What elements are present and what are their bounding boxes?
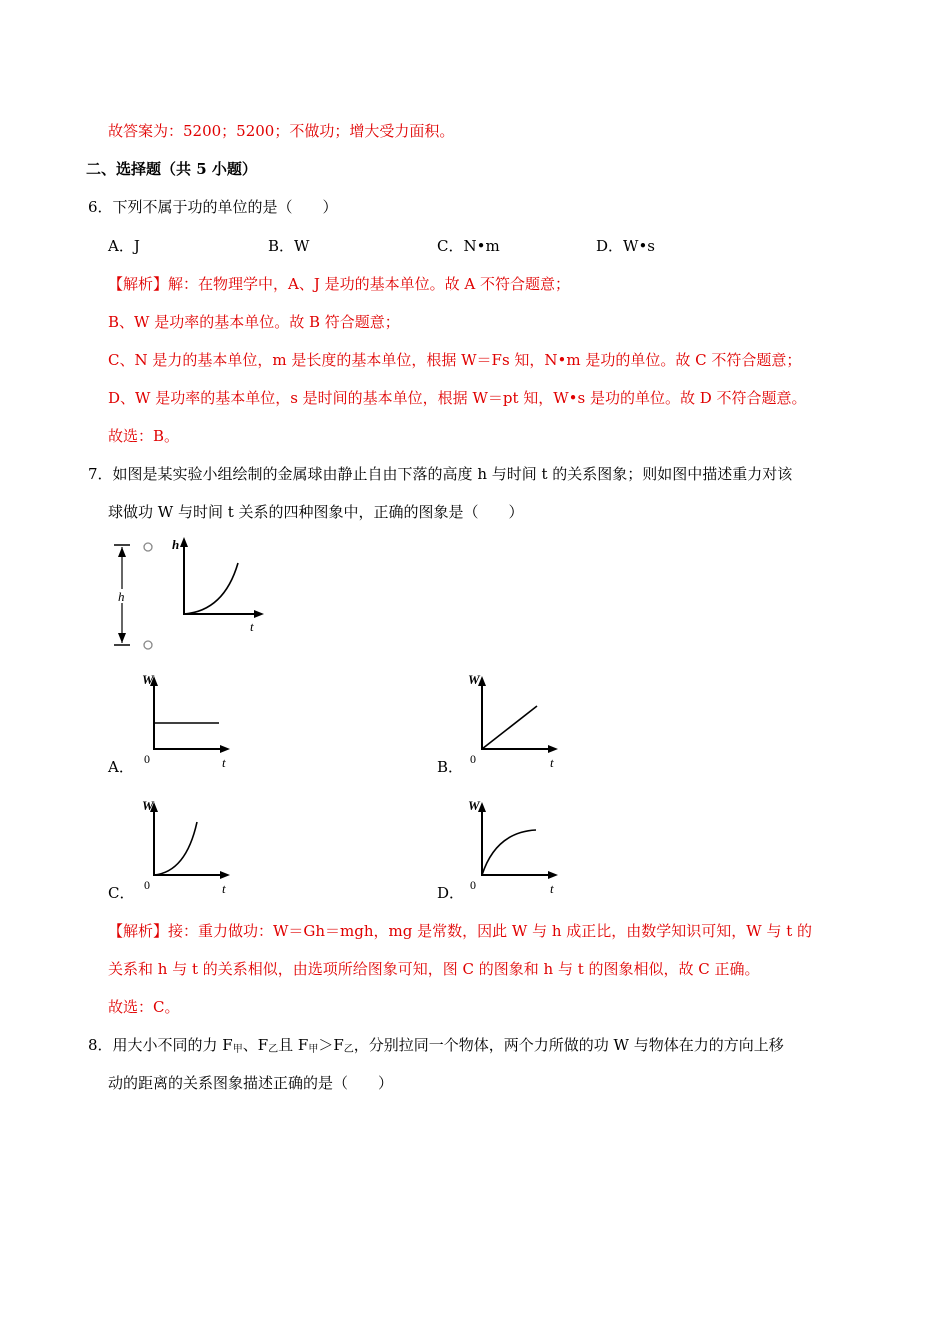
fig-label-zero: 0	[470, 878, 476, 892]
arrow-up-icon	[118, 547, 126, 557]
t-axis-arrow-icon	[254, 610, 264, 618]
q8-text-mid1: 、F	[242, 1036, 269, 1054]
q8-text-mid3: ＞F	[318, 1036, 344, 1054]
q7-option-b-graph	[464, 668, 568, 772]
fig-label-h: h	[172, 537, 180, 552]
fig-label-h-side: h	[118, 589, 125, 604]
fig-label-t: t	[250, 619, 254, 634]
fig-label-t: t	[550, 755, 554, 770]
q8-text-post: ，分别拉同一个物体，两个力所做的功 W 与物体在力的方向上移	[353, 1036, 784, 1054]
fig-label-w: W	[142, 672, 154, 687]
q7-option-d-label: D．	[437, 884, 465, 902]
fig-label-w: W	[468, 798, 480, 813]
q8-sub-jia: 甲	[232, 1044, 243, 1055]
q7-option-a-graph	[136, 668, 240, 772]
fig-label-zero: 0	[470, 752, 476, 766]
q7-option-c-label: C．	[108, 884, 135, 902]
q6-option-d: D．W•s	[596, 237, 655, 255]
q8-text-pre: 8．用大小不同的力 F	[88, 1036, 233, 1054]
h-t-curve	[184, 563, 238, 614]
t-axis-arrow-icon	[548, 745, 558, 753]
section-title: 二、选择题（共 5 小题）	[86, 160, 257, 178]
q7-analysis-1: 【解析】接：重力做功：W＝Gh＝mgh，mg 是常数，因此 W 与 h 成正比，由数学知识可知，W 与 t 的	[108, 922, 813, 940]
q7-stem-2: 球做功 W 与时间 t 关系的四种图象中，正确的图象是（ ）	[108, 503, 524, 521]
ball-bottom-icon	[144, 641, 152, 649]
fig-label-w: W	[142, 798, 154, 813]
q7-analysis-2: 关系和 h 与 t 的关系相似，由选项所给图象可知，图 C 的图象和 h 与 t 的图象相似，故 C 正确。	[108, 960, 760, 978]
w-t-curve-concave-down	[482, 830, 536, 875]
q7-option-a-label: A．	[108, 758, 134, 776]
fig-label-zero: 0	[144, 878, 150, 892]
arrow-down-icon	[118, 633, 126, 643]
q8-stem-1	[88, 1034, 784, 1061]
t-axis-arrow-icon	[548, 871, 558, 879]
fig-label-t: t	[550, 881, 554, 896]
q6-analysis-2: B、W 是功率的基本单位。故 B 符合题意；	[108, 313, 400, 331]
fig-label-t: t	[222, 881, 226, 896]
q6-option-b: B．W	[268, 237, 310, 255]
q8-text-mid2: 且 F	[278, 1036, 309, 1054]
q8-sub-yi-2: 乙	[343, 1044, 354, 1055]
t-axis-arrow-icon	[220, 745, 230, 753]
q6-analysis-1: 【解析】解：在物理学中，A、J 是功的基本单位。故 A 不符合题意；	[108, 275, 570, 293]
q6-stem: 6．下列不属于功的单位的是（ ）	[88, 198, 338, 216]
fig-label-t: t	[222, 755, 226, 770]
previous-answer: 故答案为：5200；5200；不做功；增大受力面积。	[108, 122, 455, 140]
q6-answer: 故选：B。	[108, 427, 180, 445]
w-t-line-linear	[482, 706, 537, 749]
q6-option-c: C．N•m	[437, 237, 500, 255]
fig-label-zero: 0	[144, 752, 150, 766]
q8-sub-yi: 乙	[268, 1044, 279, 1055]
q7-option-d-graph	[464, 794, 568, 898]
ball-top-icon	[144, 543, 152, 551]
q6-option-a: A．J	[108, 237, 140, 255]
q6-analysis-3: C、N 是力的基本单位，m 是长度的基本单位，根据 W＝Fs 知，N•m 是功的单位。故 C 不符合题意；	[108, 351, 802, 369]
q7-figure-h-t	[108, 535, 268, 655]
q8-stem-2: 动的距离的关系图象描述正确的是（ ）	[108, 1074, 394, 1092]
q7-option-c-graph	[136, 794, 240, 898]
q7-option-b-label: B．	[437, 758, 464, 776]
q7-stem-1: 7．如图是某实验小组绘制的金属球由静止自由下落的高度 h 与时间 t 的关系图象；则如图中描述重力对该	[88, 465, 793, 483]
q6-analysis-4: D、W 是功率的基本单位，s 是时间的基本单位，根据 W＝pt 知，W•s 是功的单位。故 D 不符合题意。	[108, 389, 807, 407]
q7-answer: 故选：C。	[108, 998, 180, 1016]
t-axis-arrow-icon	[220, 871, 230, 879]
w-t-curve-concave-up	[154, 822, 197, 875]
q8-sub-jia-2: 甲	[308, 1044, 319, 1055]
fig-label-w: W	[468, 672, 480, 687]
h-axis-arrow-icon	[180, 537, 188, 547]
